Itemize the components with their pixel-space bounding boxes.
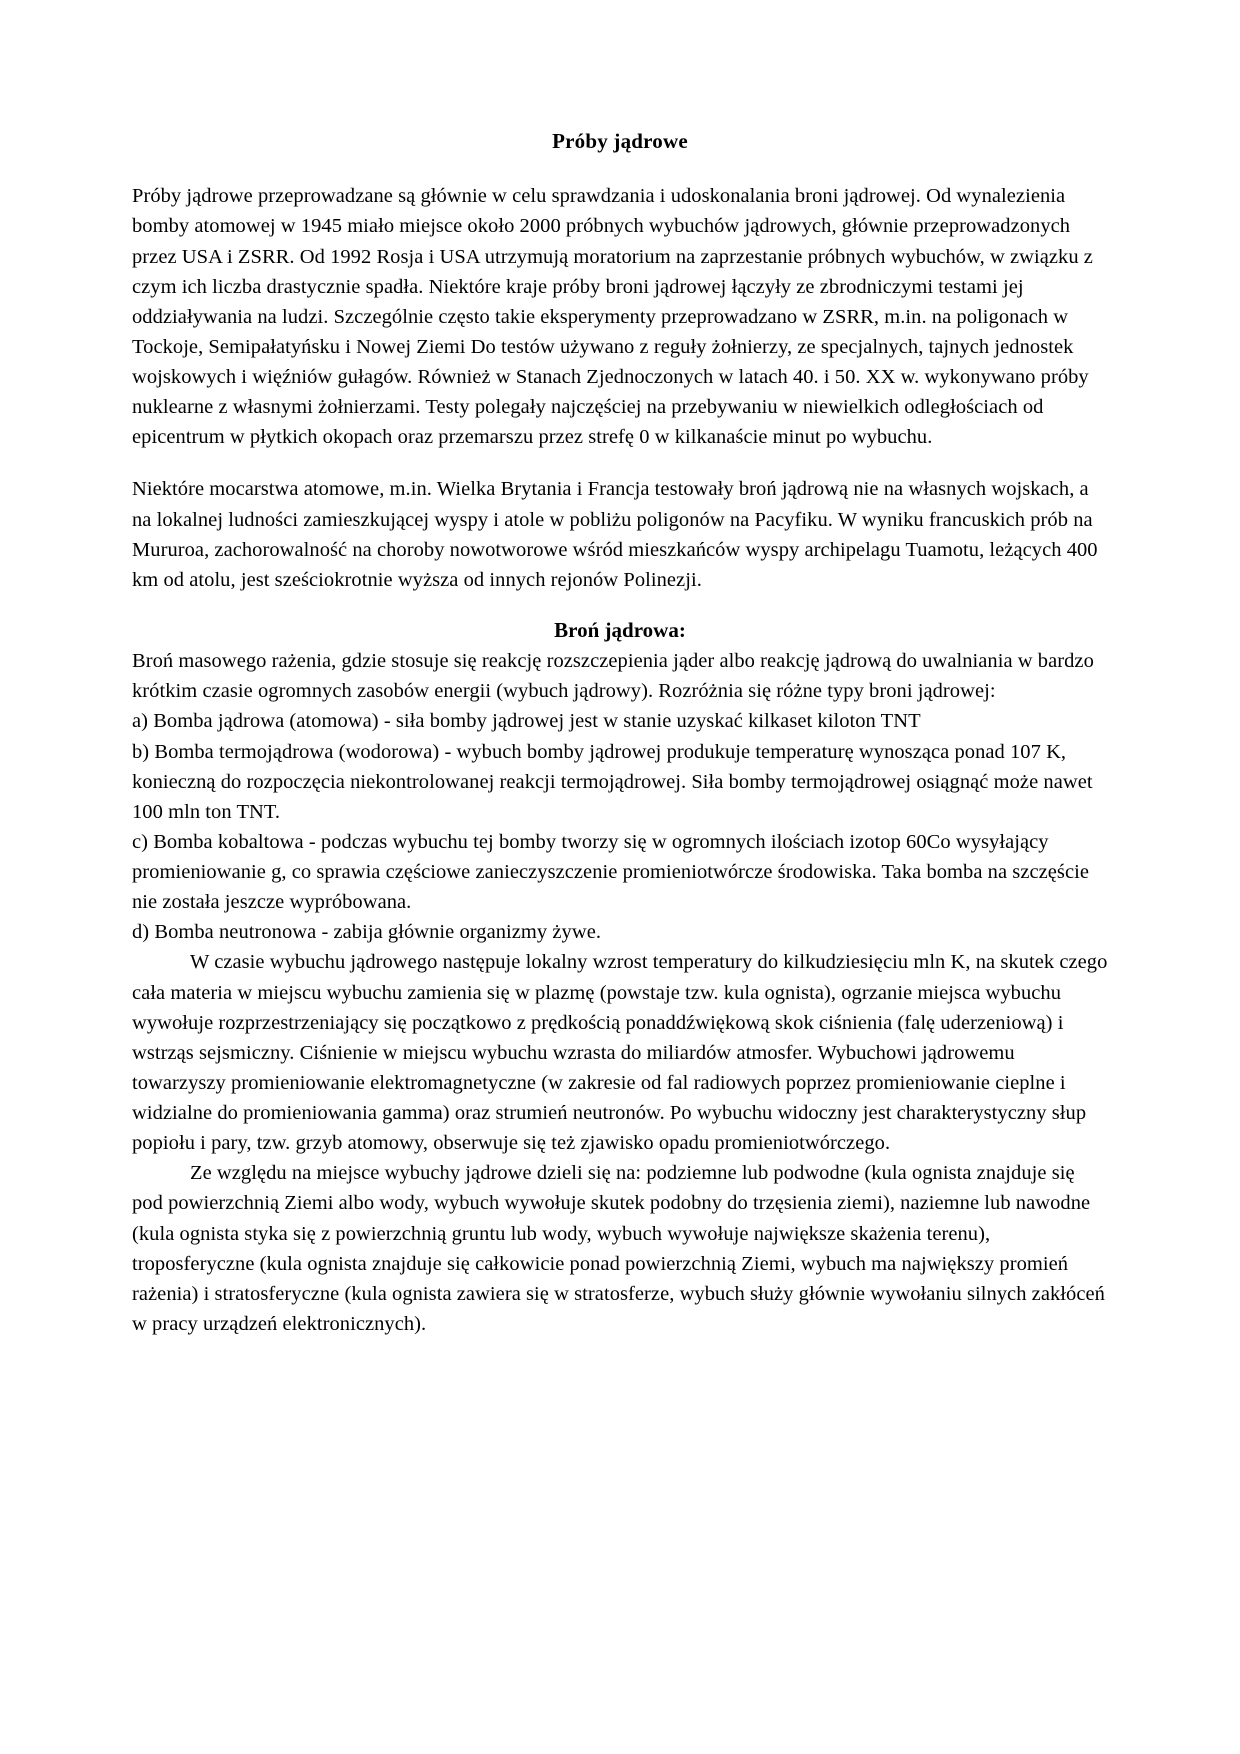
section-heading-nuclear-weapon: Broń jądrowa: [554,617,686,642]
list-item-bomb-type-c: c) Bomba kobaltowa - podczas wybuchu tej bomby tworzy się w ogromnych ilościach izotop 60Co wysyłający promieniowanie g, co sprawia częściowe zanieczyszczenie promieniotwórcze środowiska. Taka bomba na szczęście nie została jeszcze wypróbowana. [132,830,1089,914]
page-title: Próby jądrowe [552,129,688,153]
paragraph-weapon-intro: Broń masowego rażenia, gdzie stosuje się reakcję rozszczepienia jąder albo reakcję jądrową do uwalniania w bardzo krótkim czasie ogromnych zasobów energii (wybuch jądrowy). Rozróżnia się różne typy broni jądrowej: [132,650,1094,703]
paragraph-explosion-classification: Ze względu na miejsce wybuchy jądrowe dzieli się na: podziemne lub podwodne (kula ognista znajduje się pod powierzchnią Ziemi albo wody, wybuch wywołuje skutek podobny do trzęsienia ziemi), naziemne lub nawodne (kula ognista styka się z powierzchnią gruntu lub wody, wybuch wywołuje największe skażenia terenu), troposferyczne (kula ognista znajduje się całkowicie ponad powierzchnią Ziemi, wybuch ma największy promień rażenia) i stratosferyczne (kula ognista zawiera się w stratosferze, wybuch służy głównie wywołaniu silnych zakłóceń w pracy urządzeń elektronicznych). [132,1162,1105,1335]
list-item-bomb-type-a: a) Bomba jądrowa (atomowa) - siła bomby jądrowej jest w stanie uzyskać kilkaset kiloton TNT [132,710,921,733]
list-item-bomb-type-b: b) Bomba termojądrowa (wodorowa) - wybuch bomby jądrowej produkuje temperaturę wynosząca ponad 107 K, konieczną do rozpoczęcia niekontrolowanej reakcji termojądrowej. Siła bomby termojądrowej osiągnąć może nawet 100 mln ton TNT. [132,740,1093,823]
list-item-bomb-type-d: d) Bomba neutronowa - zabija głównie organizmy żywe. [132,921,602,944]
paragraph-explosion-effects: W czasie wybuchu jądrowego następuje lokalny wzrost temperatury do kilkudziesięciu mln K, na skutek czego cała materia w miejscu wybuchu zamienia się w plazmę (powstaje tzw. kula ognista), ogrzanie miejsca wybuchu wywołuje rozprzestrzeniający się początkowo z prędkością ponaddźwiękową skok ciśnienia (falę uderzeniową) i wstrząs sejsmiczny. Ciśnienie w miejscu wybuchu wzrasta do miliardów atmosfer. Wybuchowi jądrowemu towarzyszy promieniowanie elektromagnetyczne (w zakresie od fal radiowych poprzez promieniowanie cieplne i widzialne do promieniowania gamma) oraz strumień neutronów. Po wybuchu widoczny jest charakterystyczny słup popiołu i pary, tzw. grzyb atomowy, obserwuje się też zjawisko opadu promieniotwórczego. [132,951,1108,1155]
paragraph-intro: Próby jądrowe przeprowadzane są głównie w celu sprawdzania i udoskonalania broni jądrowej. Od wynalezienia bomby atomowej w 1945 miało miejsce około 2000 próbnych wybuchów jądrowych, głównie przeprowadzonych przez USA i ZSRR. Od 1992 Rosja i USA utrzymują moratorium na zaprzestanie próbnych wybuchów, w związku z czym ich liczba drastycznie spadła. Niektóre kraje próby broni jądrowej łączyły ze zbrodniczymi testami jej oddziaływania na ludzi. Szczególnie często takie eksperymenty przeprowadzano w ZSRR, m.in. na poligonach w Tockoje, Semipałatyńsku i Nowej Ziemi Do testów używano z reguły żołnierzy, ze specjalnych, tajnych jednostek wojskowych i więźniów gułagów. Również w Stanach Zjednoczonych w latach 40. i 50. XX w. wykonywano próby nuklearne z własnymi żołnierzami. Testy polegały najczęściej na przebywaniu w niewielkich odległościach od epicentrum w płytkich okopach oraz przemarszu przez strefę 0 w kilkanaście minut po wybuchu. [132,185,1093,449]
paragraph-great-powers: Niektóre mocarstwa atomowe, m.in. Wielka Brytania i Francja testowały broń jądrową nie na własnych wojskach, a na lokalnej ludności zamieszkującej wyspy i atole w pobliżu poligonów na Pacyfiku. W wyniku francuskich prób na Mururoa, zachorowalność na choroby nowotworowe wśród mieszkańców wyspy archipelagu Tuamotu, leżących 400 km od atolu, jest sześciokrotnie wyższa od innych rejonów Polinezji. [132,478,1098,591]
